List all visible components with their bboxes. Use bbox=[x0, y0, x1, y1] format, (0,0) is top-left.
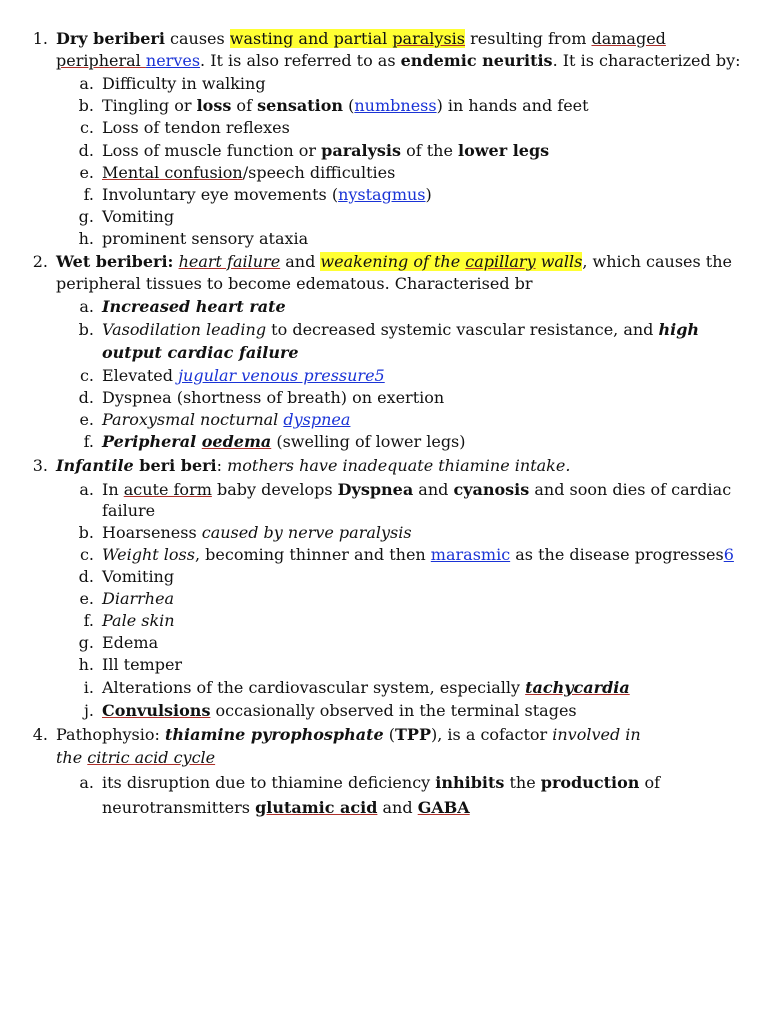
list-item: prominent sensory ataxia bbox=[102, 229, 309, 248]
item-number: 4. bbox=[32, 725, 48, 744]
sub-item-number: j. bbox=[83, 701, 94, 720]
list-item: Increased heart rate bbox=[102, 297, 286, 316]
item-4-line-1: Pathophysio: thiamine pyrophosphate (TPP), is a cofactor involved in bbox=[56, 725, 641, 744]
list-item: Pale skin bbox=[102, 611, 175, 630]
list-item: Ill temper bbox=[102, 655, 183, 674]
highlight: weakening of the bbox=[320, 252, 466, 271]
sub-item-number: g. bbox=[78, 633, 94, 652]
link-nerves[interactable]: nerves bbox=[145, 51, 201, 70]
sub-item-number: a. bbox=[79, 74, 94, 93]
list-item: Vomiting bbox=[102, 567, 175, 586]
link-nystagmus[interactable]: nystagmus bbox=[338, 185, 426, 204]
item-number: 2. bbox=[32, 252, 48, 271]
link-numbness[interactable]: numbness bbox=[354, 96, 437, 115]
list-item: Tingling or loss of sensation (numbness) in hands and feet bbox=[102, 96, 589, 115]
list-item: Diarrhea bbox=[102, 589, 175, 608]
item-1-line-1: Dry beriberi causes wasting and partial paralysis resulting from damaged bbox=[56, 29, 666, 48]
sub-item-number: b. bbox=[78, 320, 94, 339]
item-number: 1. bbox=[32, 29, 48, 48]
sub-item-number: a. bbox=[79, 480, 94, 499]
list-item: Alterations of the cardiovascular system, especially tachycardia bbox=[102, 678, 630, 697]
sub-item-number: e. bbox=[79, 410, 94, 429]
list-item: Hoarseness caused by nerve paralysis bbox=[102, 523, 412, 542]
sub-item-number: b. bbox=[78, 96, 94, 115]
link-marasmic[interactable]: marasmic bbox=[430, 545, 511, 564]
sub-item-number: i. bbox=[83, 678, 94, 697]
list-item: Difficulty in walking bbox=[102, 74, 266, 93]
list-item: Vomiting bbox=[102, 207, 175, 226]
item-4-line-2: the citric acid cycle bbox=[56, 748, 216, 767]
list-item: Loss of muscle function or paralysis of the lower legs bbox=[102, 141, 550, 160]
list-item: In acute form baby develops Dyspnea and cyanosis and soon dies of cardiac bbox=[102, 480, 732, 499]
item-number: 3. bbox=[32, 456, 48, 475]
sub-item-number: h. bbox=[78, 655, 94, 674]
highlight: paralysis bbox=[392, 29, 465, 48]
link-dyspnea[interactable]: dyspnea bbox=[283, 410, 351, 429]
list-item: Edema bbox=[102, 633, 159, 652]
term-dry-beriberi: Dry beriberi bbox=[56, 29, 165, 48]
sub-item-number: f. bbox=[83, 185, 94, 204]
list-item: Mental confusion/speech difficulties bbox=[102, 163, 396, 182]
list-item: Loss of tendon reflexes bbox=[102, 118, 290, 137]
list-item-continuation: failure bbox=[102, 501, 156, 520]
highlight: wasting and partial bbox=[229, 29, 393, 48]
term-endemic-neuritis: endemic neuritis bbox=[400, 51, 553, 70]
sub-item-number: e. bbox=[79, 589, 94, 608]
list-item-continuation: neurotransmitters glutamic acid and GABA bbox=[102, 798, 470, 817]
underlined-text: damaged bbox=[591, 29, 666, 48]
item-1-line-2: peripheral nerves. It is also referred to as endemic neuritis. It is characterized by: bbox=[56, 51, 741, 70]
list-item: Elevated jugular venous pressure5 bbox=[102, 366, 385, 385]
list-item: Vasodilation leading to decreased systemic vascular resistance, and high bbox=[102, 320, 700, 339]
footnote-link[interactable]: 6 bbox=[723, 545, 734, 564]
sub-item-number: f. bbox=[83, 432, 94, 451]
sub-item-number: c. bbox=[79, 366, 94, 385]
sub-item-number: e. bbox=[79, 163, 94, 182]
list-item: Weight loss, becoming thinner and then marasmic as the disease progresses6 bbox=[102, 545, 734, 564]
sub-item-number: h. bbox=[78, 229, 94, 248]
sub-item-number: g. bbox=[78, 207, 94, 226]
list-item: its disruption due to thiamine deficiency inhibits the production of bbox=[102, 773, 661, 792]
list-item-continuation: output cardiac failure bbox=[102, 343, 299, 362]
list-item: Involuntary eye movements (nystagmus) bbox=[102, 185, 432, 204]
sub-item-number: c. bbox=[79, 545, 94, 564]
link-jugular-venous-pressure[interactable]: jugular venous pressure5 bbox=[178, 366, 385, 385]
sub-item-number: d. bbox=[78, 141, 94, 160]
sub-item-number: c. bbox=[79, 118, 94, 137]
item-2-line-2: peripheral tissues to become edematous. Characterised br bbox=[56, 274, 533, 293]
sub-item-number: d. bbox=[78, 388, 94, 407]
term-wet-beriberi: Wet beriberi: bbox=[56, 252, 174, 271]
list-item: Dyspnea (shortness of breath) on exertion bbox=[102, 388, 445, 407]
sub-item-number: a. bbox=[79, 773, 94, 792]
highlight: capillary bbox=[465, 252, 536, 271]
sub-item-number: a. bbox=[79, 297, 94, 316]
list-item: Paroxysmal nocturnal dyspnea bbox=[102, 410, 351, 429]
sub-item-number: b. bbox=[78, 523, 94, 542]
list-item: Peripheral oedema (swelling of lower legs) bbox=[102, 432, 466, 451]
sub-item-number: f. bbox=[83, 611, 94, 630]
list-item: Convulsions occasionally observed in the terminal stages bbox=[102, 701, 577, 720]
highlight: walls bbox=[535, 252, 583, 271]
sub-item-number: d. bbox=[78, 567, 94, 586]
item-3-line-1: Infantile beri beri: mothers have inadequate thiamine intake. bbox=[56, 456, 571, 475]
item-2-line-1: Wet beriberi: heart failure and weakening of the capillary walls, which causes the bbox=[56, 252, 732, 271]
